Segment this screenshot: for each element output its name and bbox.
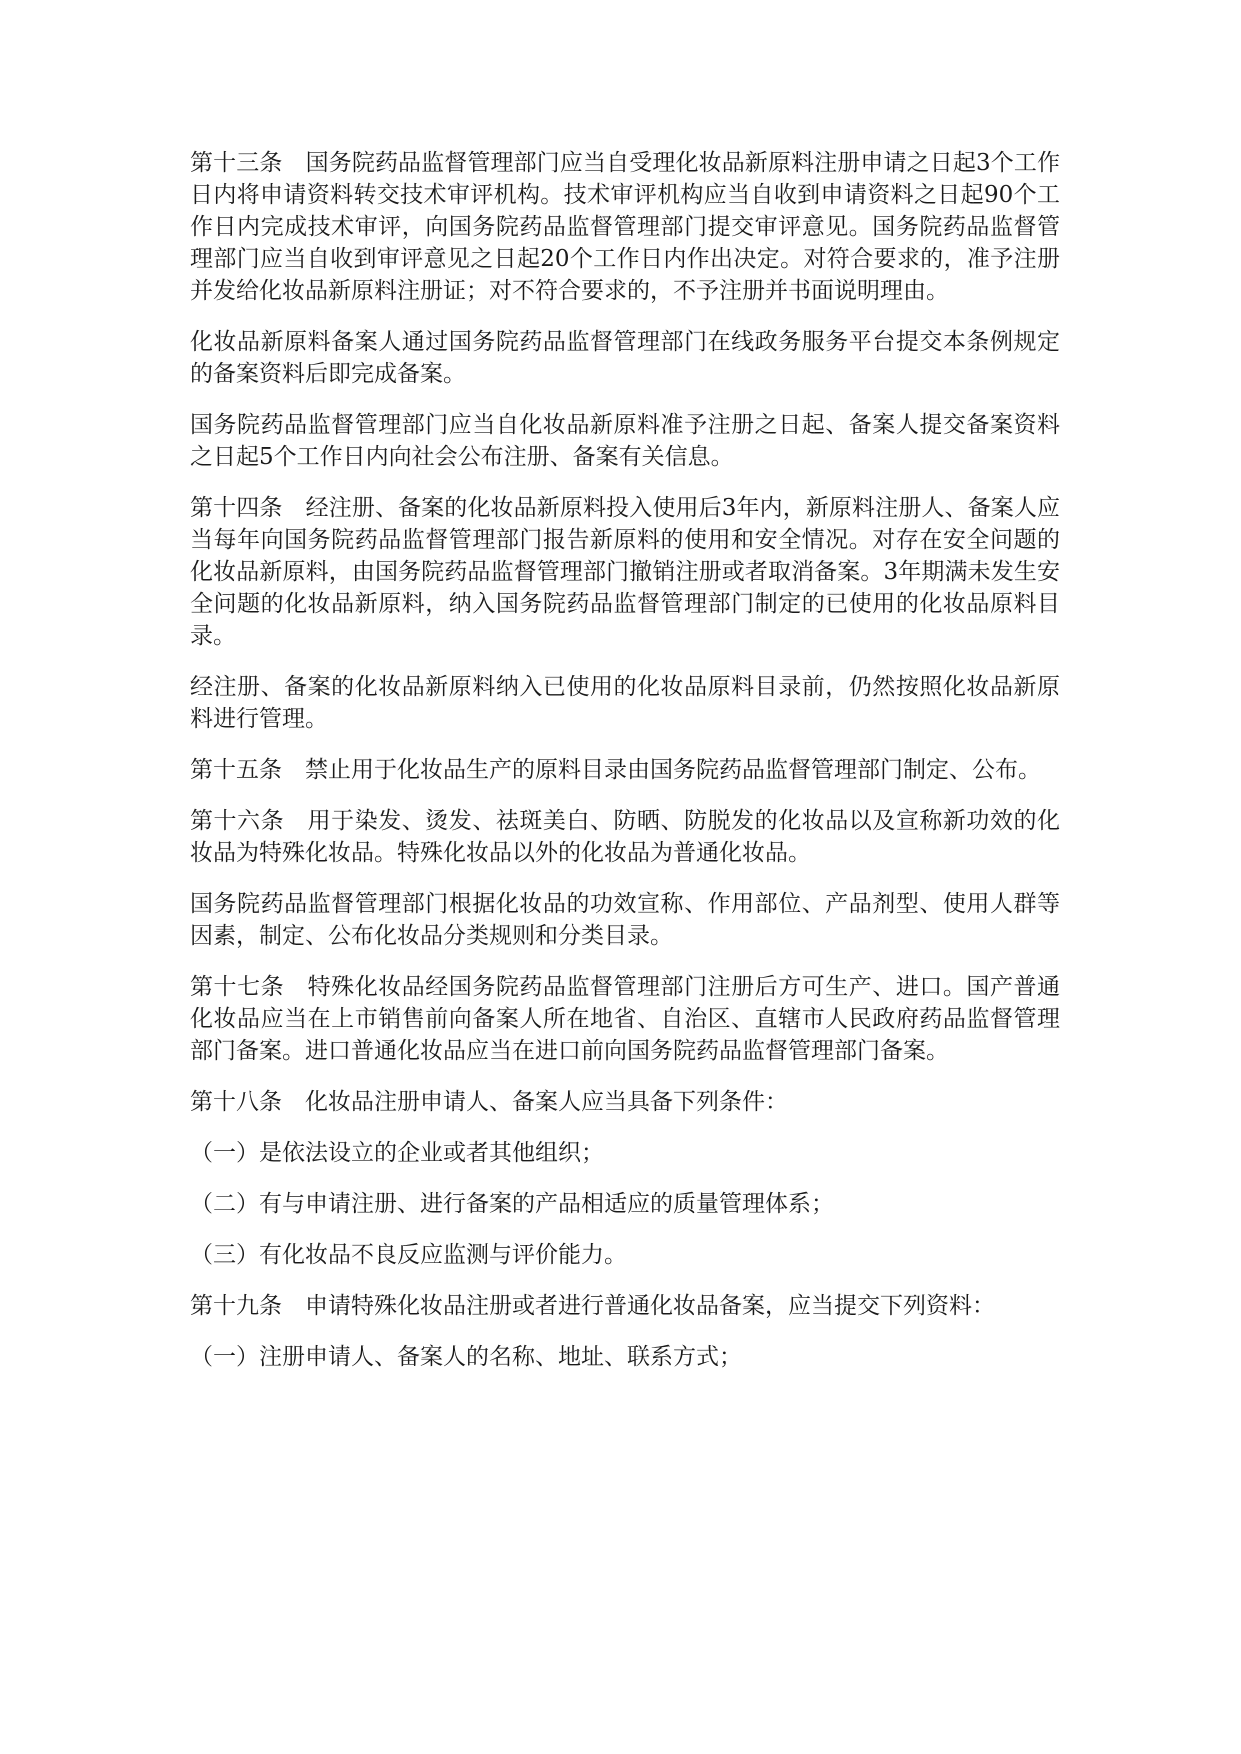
paragraph-management-before-catalog: 经注册、备案的化妆品新原料纳入已使用的化妆品原料目录前，仍然按照化妆品新原料进行管理。 — [190, 674, 1060, 732]
paragraph-new-material-filing: 化妆品新原料备案人通过国务院药品监督管理部门在线政务服务平台提交本条例规定的备案资料后即完成备案。 — [190, 329, 1060, 387]
list-item-article-18-1: （一）是依法设立的企业或者其他组织； — [190, 1140, 604, 1166]
paragraph-classification-rules: 国务院药品监督管理部门根据化妆品的功效宣称、作用部位、产品剂型、使用人群等因素，制定、公布化妆品分类规则和分类目录。 — [190, 891, 1060, 949]
paragraph-article-16: 第十六条 用于染发、烫发、祛斑美白、防晒、防脱发的化妆品以及宣称新功效的化妆品为特殊化妆品。特殊化妆品以外的化妆品为普通化妆品。 — [190, 808, 1060, 866]
list-item-article-19-1: （一）注册申请人、备案人的名称、地址、联系方式； — [190, 1344, 742, 1370]
paragraph-article-13: 第十三条 国务院药品监督管理部门应当自受理化妆品新原料注册申请之日起3个工作日内将申请资料转交技术审评机构。技术审评机构应当自收到申请资料之日起90个工作日内完成技术审评，向国务院药品监督管理部门提交审评意见。国务院药品监督管理部门应当自收到审评意见之日起20个工作日内作出决定。对符合要求的，准予注册并发给化妆品新原料注册证；对不符合要求的，不予注册并书面说明理由。 — [190, 150, 1060, 304]
list-item-article-18-3: （三）有化妆品不良反应监测与评价能力。 — [190, 1242, 627, 1268]
paragraph-article-15: 第十五条 禁止用于化妆品生产的原料目录由国务院药品监督管理部门制定、公布。 — [190, 757, 1041, 783]
paragraph-article-18: 第十八条 化妆品注册申请人、备案人应当具备下列条件： — [190, 1089, 788, 1115]
list-item-article-18-2: （二）有与申请注册、进行备案的产品相适应的质量管理体系； — [190, 1191, 834, 1217]
paragraph-article-19: 第十九条 申请特殊化妆品注册或者进行普通化妆品备案，应当提交下列资料： — [190, 1293, 995, 1319]
paragraph-publication: 国务院药品监督管理部门应当自化妆品新原料准予注册之日起、备案人提交备案资料之日起5个工作日内向社会公布注册、备案有关信息。 — [190, 412, 1060, 470]
paragraph-article-17: 第十七条 特殊化妆品经国务院药品监督管理部门注册后方可生产、进口。国产普通化妆品应当在上市销售前向备案人所在地省、自治区、直辖市人民政府药品监督管理部门备案。进口普通化妆品应当在进口前向国务院药品监督管理部门备案。 — [190, 974, 1060, 1064]
paragraph-article-14: 第十四条 经注册、备案的化妆品新原料投入使用后3年内，新原料注册人、备案人应当每年向国务院药品监督管理部门报告新原料的使用和安全情况。对存在安全问题的化妆品新原料，由国务院药品监督管理部门撤销注册或者取消备案。3年期满未发生安全问题的化妆品新原料，纳入国务院药品监督管理部门制定的已使用的化妆品原料目录。 — [190, 495, 1060, 649]
document-body — [190, 147, 1060, 1392]
